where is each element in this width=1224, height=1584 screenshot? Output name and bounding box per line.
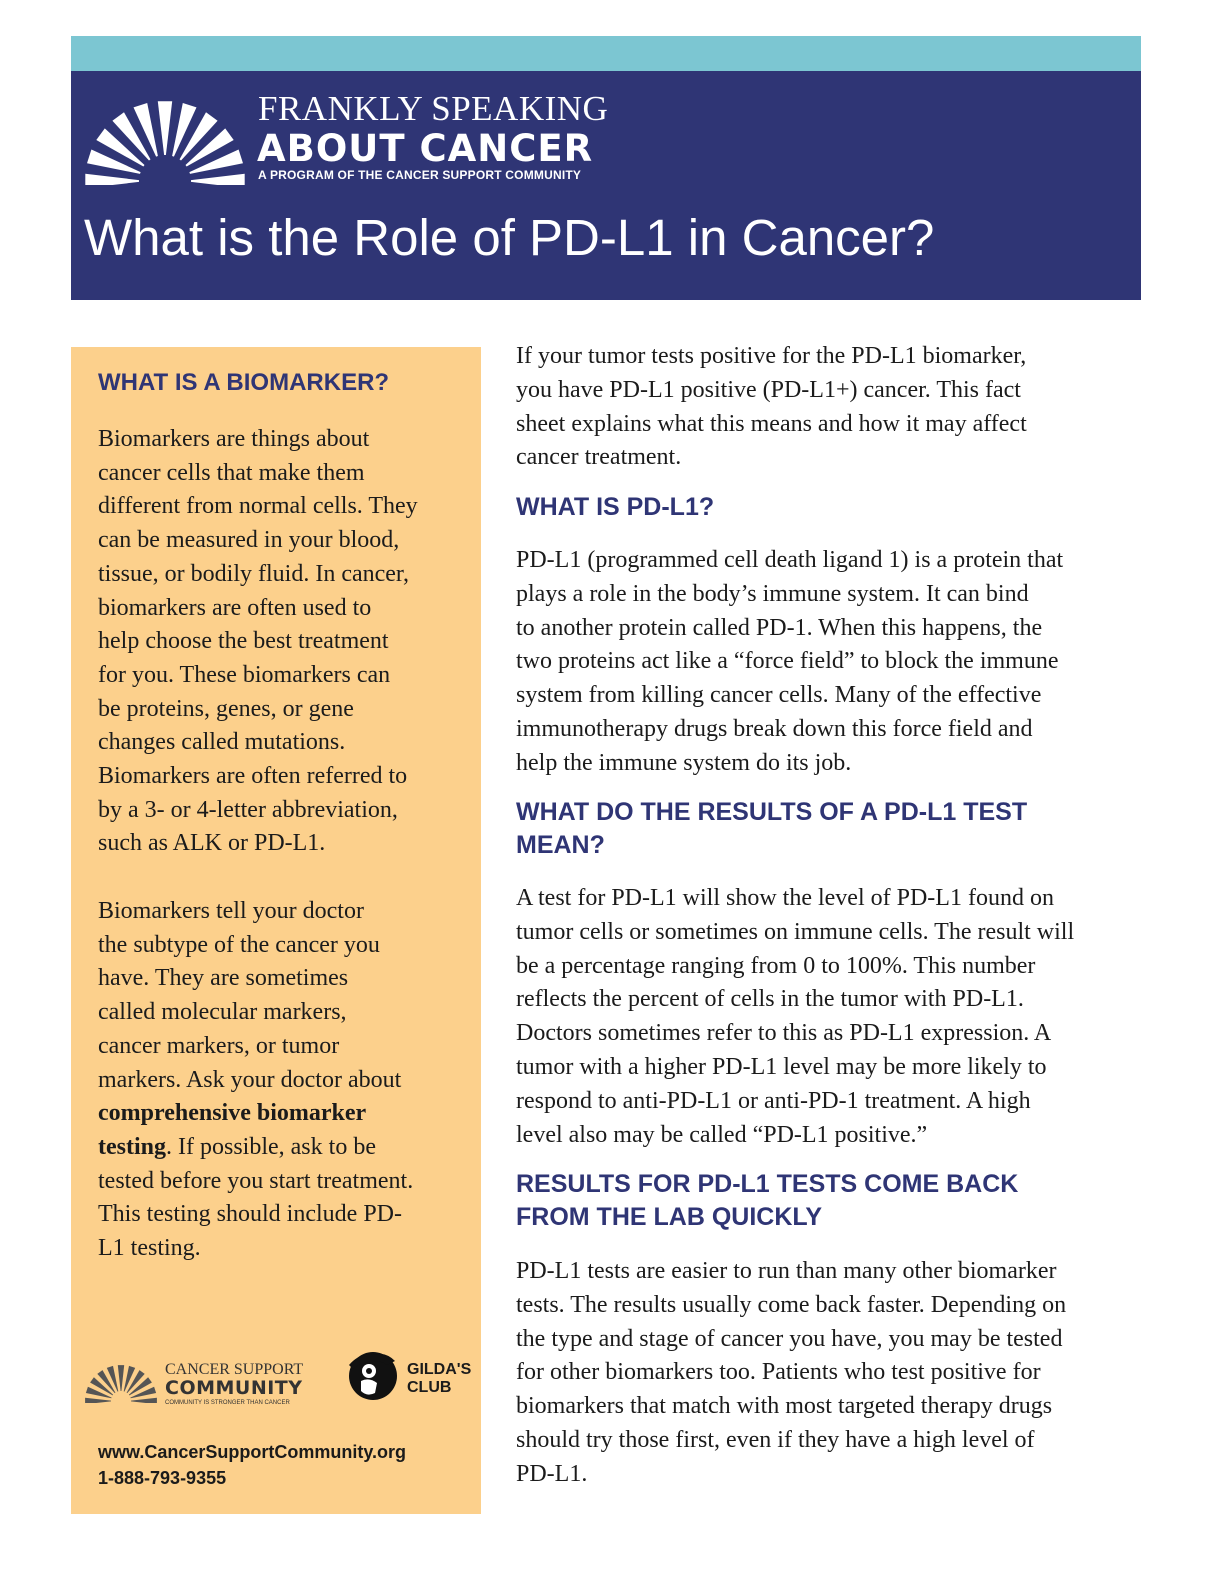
results-paragraph (516, 882, 1156, 1152)
intro-paragraph (516, 340, 1156, 475)
logo-ray (191, 174, 245, 185)
heading-test-results (516, 796, 1156, 862)
logo-ray (131, 1398, 157, 1403)
csc-logo-tagline: COMMUNITY IS STRONGER THAN CANCER (165, 1400, 290, 1406)
logo-ray (172, 103, 196, 157)
text-line: If your tumor tests positive for the PD-L1 biomarker, (516, 343, 1027, 369)
text-line: PD-L1 (programmed cell death ligand 1) is a protein that (516, 547, 1064, 573)
sidebar-line: changes called mutations. (98, 729, 346, 756)
sunburst-logo-icon (85, 97, 245, 185)
sidebar-line: the subtype of the cancer you (98, 931, 380, 958)
text-line: PD-L1. (516, 1460, 588, 1487)
sidebar-paragraph-2 (98, 895, 468, 1266)
text-line: be a percentage ranging from 0 to 100%. This number (516, 952, 1036, 979)
gilda-line1: GILDA'S (407, 1361, 472, 1378)
logo-ray (85, 174, 139, 185)
text-line: tests. The results usually come back faster. Depending on (516, 1291, 1067, 1318)
sidebar-line: be proteins, genes, or gene (98, 695, 354, 722)
sidebar-line: Biomarkers tell your doctor (98, 898, 364, 924)
sidebar-line: by a 3- or 4-letter abbreviation, (98, 796, 398, 823)
text-line: to another protein called PD-1. When this happens, the (516, 614, 1043, 641)
sidebar-line: different from normal cells. They (98, 493, 418, 520)
phone-number: 1-888-793-9355 (98, 1468, 227, 1488)
bold-emphasis: comprehensive biomarker (98, 1100, 367, 1127)
text-line: tumor cells or sometimes on immune cells. The result will (516, 918, 1075, 945)
sidebar-line: have. They are sometimes (98, 965, 349, 992)
logo-ray (134, 103, 158, 157)
text-line: tumor with a higher PD-L1 level may be more likely to (516, 1053, 1047, 1080)
text-line: sheet explains what this means and how it may affect (516, 410, 1027, 437)
brand-tagline: A PROGRAM OF THE CANCER SUPPORT COMMUNITY (258, 168, 582, 182)
gilda-line2: CLUB (407, 1379, 452, 1396)
top-accent-stripe (71, 36, 1141, 71)
sidebar-line: cancer cells that make them (98, 459, 365, 486)
csc-logo-line2: COMMUNITY (165, 1377, 303, 1399)
heading-line: FROM THE LAB QUICKLY (516, 1203, 823, 1231)
text-line: help the immune system do its job. (516, 749, 852, 776)
text-line: immunotherapy drugs break down this force field and (516, 715, 1033, 742)
sidebar-line: such as ALK or PD-L1. (98, 830, 326, 857)
cancer-support-community-logo-icon (85, 1363, 157, 1403)
logo-ray (189, 150, 243, 174)
text-line: biomarkers that match with most targeted therapy drugs (516, 1393, 1053, 1420)
text-line: A test for PD-L1 will show the level of PD-L1 found on (516, 885, 1054, 911)
text-line: you have PD-L1 positive (PD-L1+) cancer. This fact (516, 376, 1021, 403)
text-line: two proteins act like a “force field” to block the immune (516, 648, 1059, 675)
text-line: PD-L1 tests are easier to run than many other biomarker (516, 1258, 1057, 1284)
text-line: reflects the percent of cells in the tumor with PD-L1. (516, 986, 1024, 1013)
brand-name-line2: ABOUT CANCER (257, 127, 594, 170)
heading-line: MEAN? (516, 831, 605, 859)
sidebar-paragraph-1 (98, 423, 468, 861)
text-line: level also may be called “PD-L1 positive.” (516, 1121, 928, 1148)
text-line: should try those first, even if they have a high level of (516, 1426, 1035, 1453)
logo-ray (158, 101, 172, 155)
text-line: for other biomarkers too. Patients who test positive for (516, 1359, 1041, 1386)
sidebar-line: tested before you start treatment. (98, 1167, 414, 1194)
text-line: plays a role in the body’s immune system. It can bind (516, 580, 1029, 607)
sidebar-line: cancer markers, or tumor (98, 1032, 340, 1059)
brand-name-line1: FRANKLY SPEAKING (258, 89, 609, 128)
sidebar-line (98, 1131, 468, 1165)
heading-line: RESULTS FOR PD-L1 TESTS COME BACK (516, 1170, 1019, 1198)
website-link[interactable]: www.CancerSupportCommunity.org (98, 1442, 407, 1462)
sidebar-line: L1 testing. (98, 1235, 201, 1262)
sidebar-line: help choose the best treatment (98, 628, 389, 655)
sidebar-line: can be measured in your blood, (98, 527, 400, 554)
sidebar-line: This testing should include PD- (98, 1201, 402, 1228)
heading-what-is-pdl1: WHAT IS PD-L1? (516, 493, 715, 521)
text-line: respond to anti-PD-L1 or anti-PD-1 treatment. A high (516, 1087, 1031, 1114)
biomarker-sidebar (71, 347, 481, 1514)
sidebar-line: Biomarkers are things about (98, 426, 370, 452)
text-line: the type and stage of cancer you have, you may be tested (516, 1325, 1063, 1352)
sidebar-line (98, 1097, 468, 1131)
sidebar-line: markers. Ask your doctor about (98, 1066, 402, 1093)
sidebar-line: called molecular markers, (98, 999, 347, 1026)
sidebar-line-tail: . If possible, ask to be (166, 1133, 376, 1160)
sidebar-heading: WHAT IS A BIOMARKER? (98, 369, 390, 396)
gildas-club-logo-text (407, 1361, 471, 1397)
bold-emphasis: testing (98, 1133, 166, 1160)
partner-logos (85, 1347, 475, 1417)
quick-results-paragraph (516, 1255, 1156, 1492)
text-line: Doctors sometimes refer to this as PD-L1 expression. A (516, 1020, 1052, 1047)
heading-line: WHAT DO THE RESULTS OF A PD-L1 TEST (516, 798, 1028, 826)
sidebar-line: biomarkers are often used to (98, 594, 372, 621)
page-title: What is the Role of PD-L1 in Cancer? (84, 209, 935, 266)
sidebar-line: Biomarkers are often referred to (98, 763, 408, 790)
what-is-paragraph (516, 544, 1156, 781)
contact-info (98, 1439, 406, 1491)
text-line: cancer treatment. (516, 444, 682, 471)
csc-logo-line1: CANCER SUPPORT (165, 1361, 304, 1378)
logo-ray (118, 1365, 124, 1391)
logo-ray (87, 150, 141, 174)
header-banner (71, 71, 1141, 300)
gildas-club-logo-icon (343, 1347, 401, 1403)
logo-ray (85, 1398, 111, 1403)
text-line: system from killing cancer cells. Many of the effective (516, 682, 1042, 709)
sidebar-line: for you. These biomarkers can (98, 661, 391, 688)
sidebar-line: tissue, or bodily fluid. In cancer, (98, 560, 409, 587)
heading-results-quickly (516, 1168, 1156, 1234)
